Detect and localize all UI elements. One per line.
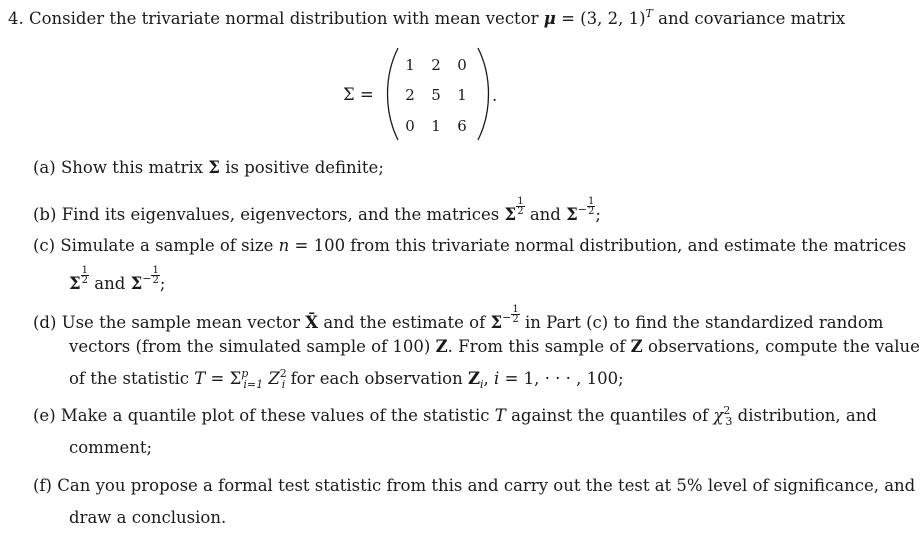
half-exponent: $\frac{1}{2}$ <box>517 196 524 217</box>
sum-symbol: Σ <box>229 369 242 388</box>
matrix-cell: 5 <box>431 86 441 104</box>
part-e-line-2: comment; <box>69 438 153 457</box>
matrix-lhs: Σ = <box>343 85 374 104</box>
part-d-line-3: of the statistic $T = \Sigma^p_{i=1}$ $Z^2_i$ for each observation $Z_i$, i = 1, · · · , 100; <box>69 367 624 391</box>
chi-symbol: χ <box>713 406 724 425</box>
matrix-cell: 1 <box>431 117 441 135</box>
mu-symbol: μ <box>543 9 556 28</box>
matrix-end: . <box>492 86 498 105</box>
neg-half-exponent: $\frac{1}{2}$ <box>588 196 595 217</box>
part-label: (c) <box>33 236 56 255</box>
matrix-cell: 1 <box>457 86 467 104</box>
covariance-matrix <box>386 46 490 142</box>
problem-intro: 4. Consider the trivariate normal distribution with mean vector μ = (3, 2, 1)$^T$ and covariance matrix <box>8 7 846 28</box>
part-label: (f) <box>33 476 52 495</box>
part-f-line-1: (f) Can you propose a formal test statistic from this and carry out the test at 5% level of significance, and <box>33 476 916 495</box>
matrix-cell: 1 <box>405 56 415 74</box>
matrix-cell: 0 <box>457 56 467 74</box>
matrix-cell: 2 <box>431 56 441 74</box>
part-label: (a) <box>33 158 56 177</box>
problem-number: 4. <box>8 9 24 28</box>
part-d-line-1: (d) Use the sample mean vector X̄ and the estimate of Σ− $\frac{1}{2}$ in Part (c) to find the standardized random <box>33 304 884 332</box>
part-c-line-2: Σ $\frac{1}{2}$ and Σ− $\frac{1}{2}$ ; <box>69 265 166 293</box>
matrix-cell: 0 <box>405 117 415 135</box>
part-b: (b) Find its eigenvalues, eigenvectors, and the matrices Σ $\frac{1}{2}$ and Σ− $\frac{1}{2}$ ; <box>33 196 601 224</box>
part-label: (d) <box>33 313 57 332</box>
matrix-cell: 6 <box>457 117 467 135</box>
part-a: (a) Show this matrix Σ is positive definite; <box>33 158 384 177</box>
matrix-cell: 2 <box>405 86 415 104</box>
part-label: (e) <box>33 406 56 425</box>
part-d-line-2: vectors (from the simulated sample of 100) Z. From this sample of Z observations, compute the value <box>69 337 920 356</box>
part-label: (b) <box>33 205 57 224</box>
part-c-line-1: (c) Simulate a sample of size n = 100 from this trivariate normal distribution, and estimate the matrices <box>33 236 907 255</box>
part-e-line-1: (e) Make a quantile plot of these values of the statistic T against the quantiles of $\chi^2_3$ distribution, and <box>33 404 877 428</box>
part-f-line-2: draw a conclusion. <box>69 508 227 527</box>
mean-vector: (3, 2, 1) <box>580 9 646 28</box>
